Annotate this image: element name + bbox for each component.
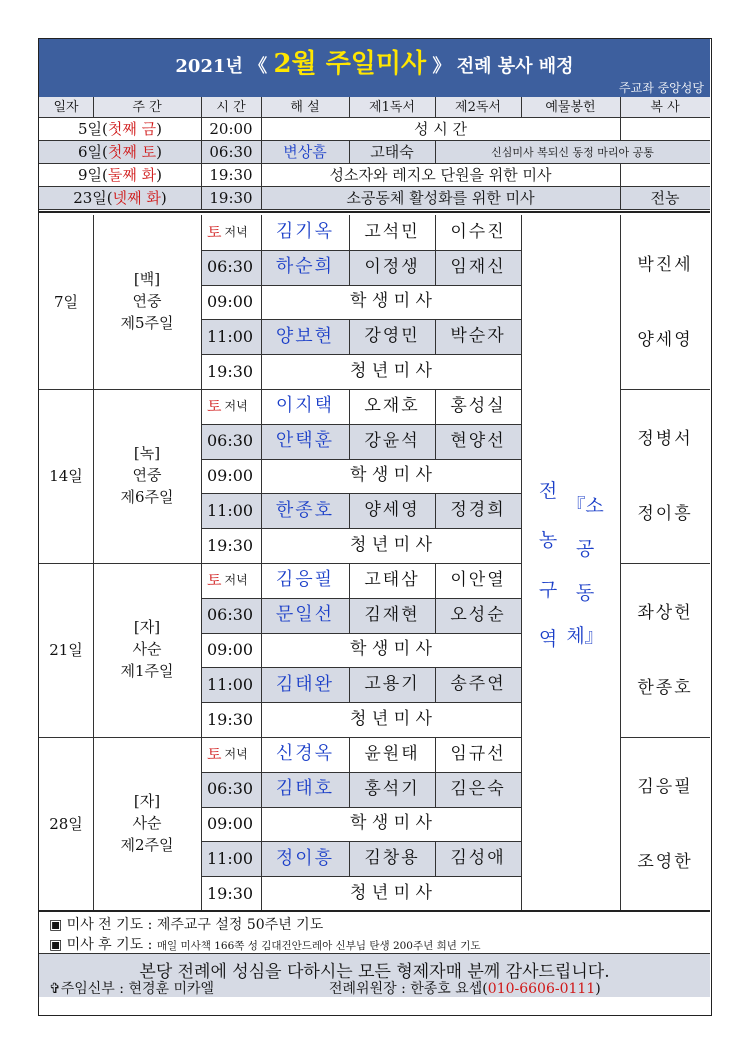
time-value: 11:00 xyxy=(207,674,254,694)
reader-2: 홍성실 xyxy=(450,395,506,416)
offering-char: 전 xyxy=(538,480,558,502)
liturgical-color: [자] xyxy=(133,792,161,811)
reader-2: 현양선 xyxy=(450,430,506,451)
title-highlight: 2월 주일미사 xyxy=(273,49,427,79)
server-2: 한종호 xyxy=(637,677,693,698)
commentator: 양보현 xyxy=(275,325,335,347)
commentator: 김태호 xyxy=(275,778,335,800)
divider xyxy=(201,97,202,117)
offering-char: 역 xyxy=(538,628,558,651)
date-week: 넷째 화 xyxy=(112,188,161,207)
divider xyxy=(93,97,94,117)
special-mass: 학 생 미 사 xyxy=(350,813,432,834)
reader-2: 정경희 xyxy=(450,500,506,521)
date-week: 첫째 금 xyxy=(107,119,157,138)
time-value: 19:30 xyxy=(207,535,254,555)
thanks-message: 본당 전례에 성심을 다하시는 모든 형제자매 분께 감사드립니다. xyxy=(139,962,610,982)
divider xyxy=(201,215,202,389)
reader-2: 임재신 xyxy=(450,256,506,277)
divider xyxy=(201,737,202,911)
reader-2: 이안열 xyxy=(450,569,506,590)
reader-2: 임규선 xyxy=(450,743,506,764)
divider xyxy=(201,164,202,186)
reader-1: 강영민 xyxy=(364,326,420,347)
sunday-season xyxy=(93,737,201,911)
saturday-marker: 토 xyxy=(207,396,222,415)
sunday-date: 7일 xyxy=(53,292,79,311)
liturgical-color: [백] xyxy=(133,270,161,289)
divider xyxy=(93,737,94,911)
divider xyxy=(435,841,436,876)
server-1: 김응필 xyxy=(637,776,693,797)
section-divider xyxy=(39,211,710,213)
evening-label: 저녁 xyxy=(224,225,248,240)
week-name: 제1주일 xyxy=(120,661,174,680)
divider xyxy=(435,598,436,633)
server-1: 박진세 xyxy=(637,254,693,275)
reader-2: 김성애 xyxy=(450,848,506,869)
mass-time xyxy=(201,598,261,633)
weekday-content: 신심미사 복되신 동정 마리아 공통 xyxy=(491,145,654,159)
week-name: 제5주일 xyxy=(120,313,174,332)
mass-time xyxy=(201,563,261,598)
divider xyxy=(261,737,262,911)
time-value: 09:00 xyxy=(207,291,254,311)
mass-time xyxy=(201,250,261,285)
pastor-name: ✞주임신부 : 현경훈 미카엘 xyxy=(49,981,215,997)
reader-1: 김창용 xyxy=(364,848,420,869)
divider xyxy=(521,737,522,911)
offering-char: 공 xyxy=(575,538,595,561)
divider xyxy=(521,97,522,117)
post-mass-text: 매일 미사책 166쪽 성 김대건안드레아 신부님 탄생 200주년 희년 기도 xyxy=(156,940,481,952)
title-suffix: 》 전례 봉사 배정 xyxy=(426,56,574,77)
divider xyxy=(261,141,262,163)
column-header-6: 예물봉헌 xyxy=(545,99,596,115)
divider xyxy=(261,215,262,389)
divider xyxy=(435,737,436,772)
weekday-time: 06:30 xyxy=(209,142,253,161)
reader-1: 김재현 xyxy=(364,604,420,625)
special-mass: 청 년 미 사 xyxy=(350,535,432,556)
offering-char: 동 xyxy=(575,581,595,604)
sunday-date: 14일 xyxy=(49,466,83,485)
commentator: 하순희 xyxy=(275,256,335,278)
date-week: 둘째 화 xyxy=(107,165,157,184)
reader-2: 박순자 xyxy=(450,326,506,347)
weekday-date xyxy=(39,164,201,186)
commentator: 이지택 xyxy=(275,395,335,417)
divider xyxy=(521,563,522,737)
chair-close: ) xyxy=(595,981,601,997)
evening-label: 저녁 xyxy=(224,747,248,762)
column-header-3: 해 설 xyxy=(290,99,320,115)
special-mass: 청 년 미 사 xyxy=(350,709,432,730)
divider xyxy=(435,250,436,285)
date-week: 첫째 토 xyxy=(107,142,157,161)
divider xyxy=(93,389,94,563)
pre-mass-prayer: ▣ 미사 전 기도 : 제주교구 설정 50주년 기도 xyxy=(49,917,324,933)
time-value: 09:00 xyxy=(207,813,254,833)
mass-time xyxy=(201,876,261,911)
column-header-2: 시 간 xyxy=(216,99,246,115)
weekday-reader1: 고태숙 xyxy=(370,142,414,161)
weekday-server: 전농 xyxy=(650,188,680,207)
divider xyxy=(435,772,436,807)
mass-time xyxy=(201,215,261,250)
mass-time xyxy=(201,354,261,389)
divider xyxy=(435,141,436,163)
divider xyxy=(435,493,436,528)
divider xyxy=(435,215,436,250)
divider xyxy=(620,118,621,140)
mass-time xyxy=(201,319,261,354)
divider xyxy=(349,250,350,285)
schedule-sheet xyxy=(38,38,712,1016)
divider xyxy=(349,841,350,876)
mass-time xyxy=(201,737,261,772)
time-value: 09:00 xyxy=(207,465,254,485)
column-header-0: 일자 xyxy=(53,99,79,115)
divider xyxy=(620,389,710,390)
mass-time xyxy=(201,702,261,737)
divider xyxy=(201,187,202,209)
mass-time xyxy=(201,841,261,876)
title-prefix: 2021년 《 xyxy=(175,56,274,77)
offering-char: 구 xyxy=(538,578,558,601)
divider xyxy=(349,389,350,424)
time-value: 11:00 xyxy=(207,500,254,520)
weekday-date xyxy=(39,187,201,209)
saturday-marker: 토 xyxy=(207,744,222,763)
server-2: 조영한 xyxy=(637,851,693,872)
offering-group-left xyxy=(533,476,563,673)
weekday-content: 소공동체 활성화를 위한 미사 xyxy=(346,188,535,207)
divider xyxy=(261,389,262,563)
weekday-date xyxy=(39,141,201,163)
page-title xyxy=(39,43,710,80)
weekday-date xyxy=(39,118,201,140)
server-1: 정병서 xyxy=(637,428,693,449)
post-mass-prayer xyxy=(49,934,481,954)
season-name: 연중 xyxy=(132,466,162,485)
mass-time xyxy=(201,528,261,563)
date-day: 23일( xyxy=(73,188,113,207)
header-banner xyxy=(39,39,710,98)
divider xyxy=(349,97,350,117)
divider xyxy=(620,164,621,186)
server-2: 정이흥 xyxy=(637,503,693,524)
time-value: 06:30 xyxy=(207,605,254,625)
mass-time xyxy=(201,493,261,528)
divider xyxy=(261,118,262,140)
divider xyxy=(201,389,202,563)
divider xyxy=(93,215,94,389)
divider xyxy=(435,563,436,598)
divider xyxy=(201,563,202,737)
divider xyxy=(201,141,202,163)
divider xyxy=(435,389,436,424)
weekday-content: 성 시 간 xyxy=(413,119,467,138)
divider xyxy=(349,598,350,633)
date-day: 9일( xyxy=(78,165,108,184)
week-name: 제6주일 xyxy=(120,487,174,506)
liturgy-chair xyxy=(329,978,601,998)
commentator: 안택훈 xyxy=(275,430,335,452)
reader-1: 윤원태 xyxy=(364,743,420,764)
column-header-7: 복 사 xyxy=(650,99,680,115)
commentator: 정이흥 xyxy=(275,847,335,869)
column-header-1: 주 간 xyxy=(132,99,162,115)
season-name: 연중 xyxy=(132,292,162,311)
special-mass: 학 생 미 사 xyxy=(350,465,432,486)
divider xyxy=(261,563,262,737)
server-1: 좌상헌 xyxy=(637,602,693,623)
reader-2: 오성순 xyxy=(450,604,506,625)
date-day: 6일( xyxy=(78,142,108,161)
time-value: 09:00 xyxy=(207,639,254,659)
divider xyxy=(261,97,262,117)
divider xyxy=(620,389,621,563)
offering-char: 체』 xyxy=(566,625,604,648)
time-value: 06:30 xyxy=(207,431,254,451)
special-mass: 학 생 미 사 xyxy=(350,639,432,660)
commentator: 김기옥 xyxy=(275,221,335,243)
date-day: 5일( xyxy=(78,119,108,138)
reader-1: 이정생 xyxy=(364,256,420,277)
parish-name: 주교좌 중앙성당 xyxy=(619,81,704,95)
liturgical-color: [자] xyxy=(133,618,161,637)
divider xyxy=(349,215,350,250)
divider xyxy=(349,737,350,772)
season-name: 사순 xyxy=(132,640,162,659)
weekday-server xyxy=(620,164,710,186)
commentator: 한종호 xyxy=(275,499,335,521)
reader-1: 강윤석 xyxy=(364,430,420,451)
chair-phone: 010-6606-0111 xyxy=(487,981,596,997)
divider xyxy=(93,563,94,737)
commentator: 문일선 xyxy=(275,604,335,626)
mass-time xyxy=(201,285,261,320)
liturgical-color: [녹] xyxy=(133,444,161,463)
mass-time xyxy=(201,633,261,668)
reader-1: 고석민 xyxy=(364,221,420,242)
divider xyxy=(349,772,350,807)
sunday-season xyxy=(93,389,201,563)
offering-char: 농 xyxy=(538,529,558,552)
divider xyxy=(349,667,350,702)
sunday-season xyxy=(93,215,201,389)
weekday-commentator: 변상흠 xyxy=(283,142,327,161)
divider xyxy=(620,97,621,117)
commentator: 신경옥 xyxy=(275,743,335,765)
divider xyxy=(620,737,710,738)
time-value: 06:30 xyxy=(207,779,254,799)
divider xyxy=(521,215,522,389)
reader-1: 양세영 xyxy=(364,500,420,521)
divider xyxy=(521,389,522,563)
divider xyxy=(435,424,436,459)
date-close: ) xyxy=(160,188,167,207)
divider xyxy=(435,97,436,117)
divider xyxy=(435,667,436,702)
divider xyxy=(261,187,262,209)
divider xyxy=(39,209,710,210)
mass-time xyxy=(201,424,261,459)
evening-label: 저녁 xyxy=(224,399,248,414)
weekday-time: 20:00 xyxy=(209,119,253,138)
time-value: 19:30 xyxy=(207,361,254,381)
weekday-server xyxy=(620,118,710,140)
divider xyxy=(201,118,202,140)
column-header-5: 제2독서 xyxy=(455,99,501,115)
divider xyxy=(620,187,621,209)
footer-divider xyxy=(39,910,710,912)
special-mass: 청 년 미 사 xyxy=(350,883,432,904)
date-close: ) xyxy=(156,165,162,184)
divider xyxy=(620,215,621,389)
mass-time xyxy=(201,459,261,494)
offering-char: 『소 xyxy=(566,495,604,517)
server-2: 양세영 xyxy=(637,329,693,350)
commentator: 김응필 xyxy=(275,569,335,591)
divider xyxy=(620,563,621,737)
reader-2: 김은숙 xyxy=(450,778,506,799)
week-name: 제2주일 xyxy=(120,835,174,854)
season-name: 사순 xyxy=(132,814,162,833)
divider xyxy=(349,563,350,598)
time-value: 19:30 xyxy=(207,883,254,903)
special-mass: 청 년 미 사 xyxy=(350,361,432,382)
time-value: 06:30 xyxy=(207,257,254,277)
divider xyxy=(620,737,621,911)
reader-2: 송주연 xyxy=(450,674,506,695)
commentator: 김태완 xyxy=(275,673,335,695)
time-value: 11:00 xyxy=(207,326,254,346)
weekday-content: 성소자와 레지오 단원을 위한 미사 xyxy=(329,165,552,184)
divider xyxy=(349,424,350,459)
mass-time xyxy=(201,807,261,842)
mass-time xyxy=(201,389,261,424)
footer-divider xyxy=(39,953,710,954)
divider xyxy=(349,493,350,528)
divider xyxy=(261,164,262,186)
saturday-marker: 토 xyxy=(207,570,222,589)
divider xyxy=(349,319,350,354)
time-value: 11:00 xyxy=(207,848,254,868)
mass-time xyxy=(201,772,261,807)
special-mass: 학 생 미 사 xyxy=(350,291,432,312)
saturday-marker: 토 xyxy=(207,222,222,241)
date-close: ) xyxy=(156,142,162,161)
reader-1: 고태삼 xyxy=(364,569,420,590)
column-header-4: 제1독서 xyxy=(369,99,415,115)
chair-label: 전례위원장 : 한종호 요셉( xyxy=(329,981,488,997)
reader-1: 오재호 xyxy=(364,395,420,416)
divider xyxy=(435,319,436,354)
reader-1: 홍석기 xyxy=(364,778,420,799)
sunday-season xyxy=(93,563,201,737)
divider xyxy=(349,141,350,163)
date-close: ) xyxy=(156,119,162,138)
time-value: 19:30 xyxy=(207,709,254,729)
reader-2: 이수진 xyxy=(450,221,506,242)
post-mass-label: ▣ 미사 후 기도 : xyxy=(49,937,157,953)
weekday-time: 19:30 xyxy=(209,165,253,184)
evening-label: 저녁 xyxy=(224,573,248,588)
offering-group-right xyxy=(565,491,605,664)
divider xyxy=(620,563,710,564)
reader-1: 고용기 xyxy=(364,674,420,695)
sunday-date: 21일 xyxy=(49,640,83,659)
sunday-date: 28일 xyxy=(49,814,83,833)
mass-time xyxy=(201,667,261,702)
weekday-time: 19:30 xyxy=(209,188,253,207)
